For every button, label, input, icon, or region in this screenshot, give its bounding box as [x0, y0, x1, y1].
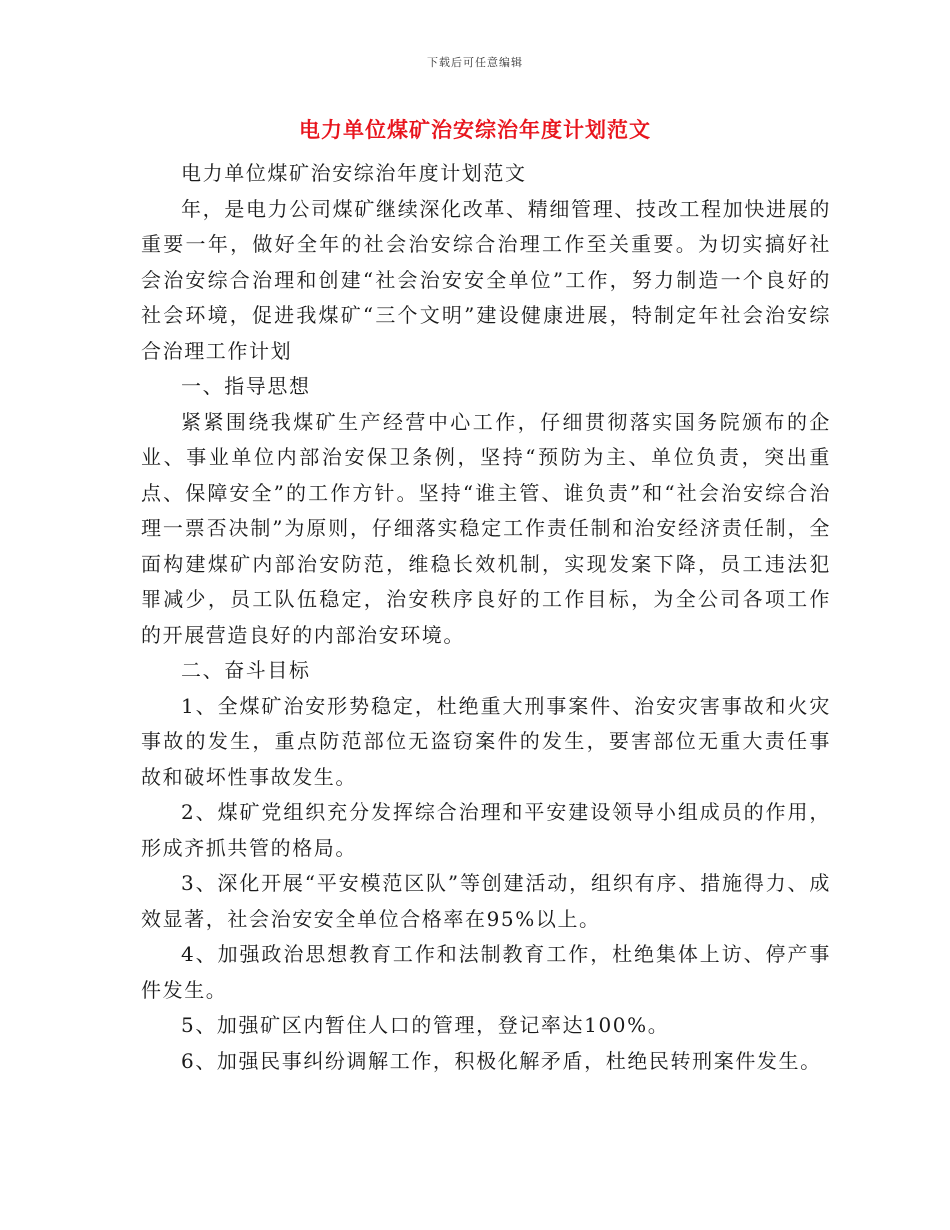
document-title: 电力单位煤矿治安综治年度计划范文: [299, 118, 651, 142]
paragraph-goal-4: 4、加强政治思想教育工作和法制教育工作，杜绝集体上访、停产事件发生。: [141, 942, 831, 1002]
paragraph-guiding-ideology: 紧紧围绕我煤矿生产经营中心工作，仔细贯彻落实国务院颁布的企业、事业单位内部治安保卫条例，坚持“预防为主、单位负责，突出重点、保障安全”的工作方针。坚持“谁主管、谁负责”和“社会治安综合治理一票否决制”为原则，仔细落实稳定工作责任制和治安经济责任制，全面构建煤矿内部治安防范，维稳长效机制，实现发案下降，员工违法犯罪减少，员工队伍稳定，治安秩序良好的工作目标，为全公司各项工作的开展营造良好的内部治安环境。: [141, 409, 831, 647]
paragraph-subtitle: 电力单位煤矿治安综治年度计划范文: [181, 161, 527, 185]
section-heading-goals: 二、奋斗目标: [181, 658, 311, 682]
paragraph-goal-5: 5、加强矿区内暂住人口的管理，登记率达100%。: [181, 1013, 670, 1037]
paragraph-goal-1: 1、全煤矿治安形势稳定，杜绝重大刑事案件、治安灾害事故和火灾事故的发生，重点防范部位无盗窃案件的发生，要害部位无重大责任事故和破坏性事故发生。: [141, 693, 831, 789]
paragraph-intro: 年，是电力公司煤矿继续深化改革、精细管理、技改工程加快进展的重要一年，做好全年的社会治安综合治理工作至关重要。为切实搞好社会治安综合治理和创建“社会治安安全单位”工作，努力制造一个良好的社会环境，促进我煤矿“三个文明”建设健康进展，特制定年社会治安综合治理工作计划: [141, 196, 831, 363]
header-note: 下载后可任意编辑: [427, 56, 523, 69]
paragraph-goal-3: 3、深化开展“平安模范区队”等创建活动，组织有序、措施得力、成效显著，社会治安安全单位合格率在95%以上。: [141, 871, 831, 931]
paragraph-goal-6: 6、加强民事纠纷调解工作，积极化解矛盾，杜绝民转刑案件发生。: [181, 1048, 822, 1073]
section-heading-guiding-ideology: 一、指导思想: [181, 374, 311, 398]
document-body: [141, 156, 831, 1079]
paragraph-goal-2: 2、煤矿党组织充分发挥综合治理和平安建设领导小组成员的作用，形成齐抓共管的格局。: [141, 800, 831, 860]
